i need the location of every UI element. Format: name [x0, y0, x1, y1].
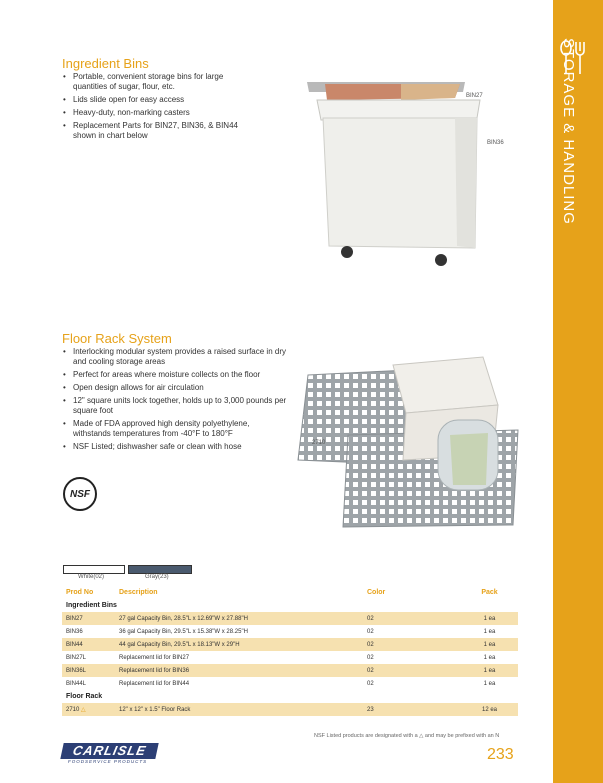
section-title-bold: STORAGE [560, 38, 577, 119]
page-number: 233 [487, 746, 514, 763]
floor-rack-image [288, 345, 523, 530]
list-item: • Portable, convenient storage bins for large quantities of sugar, flour, etc. [62, 72, 242, 92]
list-item: • Made of FDA approved high density polyethylene, withstands temperatures from -40°F to 180°F [62, 419, 287, 439]
bin27-label: BIN27 [466, 93, 483, 99]
table-row: BIN44 44 gal Capacity Bin, 29.5"L x 18.13"W x 29"H 02 1 ea [62, 638, 518, 651]
gray-swatch [128, 565, 192, 574]
nsf-logo: NSF [63, 477, 97, 511]
nsf-triangle-icon: △ [81, 707, 86, 713]
list-item: • Open design allows for air circulation [62, 383, 287, 393]
list-item: • Lids slide open for easy access [62, 95, 242, 105]
section-title [555, 38, 583, 298]
gray-swatch-label: Gray(23) [145, 574, 169, 580]
bin36-label: BIN36 [487, 140, 504, 146]
table-row: BIN44L Replacement lid for BIN44 02 1 ea [66, 680, 496, 687]
section-title-rest: & HANDLING [560, 118, 577, 225]
table-section: Ingredient Bins [66, 602, 117, 609]
nsf-footnote: NSF Listed products are designated with a △ and may be prefixed with an N [314, 733, 500, 739]
header-color: Color [367, 589, 386, 596]
rack-bullets [62, 347, 287, 455]
list-item: • NSF Listed; dishwasher safe or clean with hose [62, 442, 287, 452]
white-swatch-label: White(02) [78, 574, 105, 580]
bins-title: Ingredient Bins [62, 56, 149, 71]
carlisle-logo [62, 743, 157, 767]
logo-text: CARLISLE [60, 743, 158, 759]
list-item: • Heavy-duty, non-marking casters [62, 108, 242, 118]
ingredient-bin-image [305, 78, 495, 268]
header-pack: Pack [481, 589, 498, 596]
list-item: • Replacement Parts for BIN27, BIN36, & BIN44 shown in chart below [62, 121, 242, 141]
list-item: • 12" square units lock together, holds up to 3,000 pounds per square foot [62, 396, 287, 416]
rack-label: 2710 [312, 440, 326, 446]
header-desc: Description [119, 589, 158, 596]
table-header [62, 586, 518, 599]
bins-bullets [62, 72, 242, 144]
table-row: BIN27L Replacement lid for BIN27 02 1 ea [66, 654, 496, 661]
list-item: • Perfect for areas where moisture collects on the floor [62, 370, 287, 380]
rack-title: Floor Rack System [62, 331, 172, 346]
white-swatch [63, 565, 125, 574]
table-section: Floor Rack [66, 693, 103, 700]
table-row: BIN27 27 gal Capacity Bin, 28.5"L x 12.69"W x 27.88"H 02 1 ea [62, 612, 518, 625]
table-row: BIN36L Replacement lid for BIN36 02 1 ea [62, 664, 518, 677]
header-prod: Prod No [66, 589, 94, 596]
table-row: BIN36 36 gal Capacity Bin, 29.5"L x 15.38"W x 28.25"H 02 1 ea [66, 628, 496, 635]
product-table [62, 586, 518, 716]
list-item: • Interlocking modular system provides a raised surface in dry and cooling storage areas [62, 347, 287, 367]
table-row: 2710 △ 12" x 12" x 1.5" Floor Rack 23 12 ea [62, 703, 518, 716]
logo-subtext: FOODSERVICE PRODUCTS [68, 759, 148, 764]
